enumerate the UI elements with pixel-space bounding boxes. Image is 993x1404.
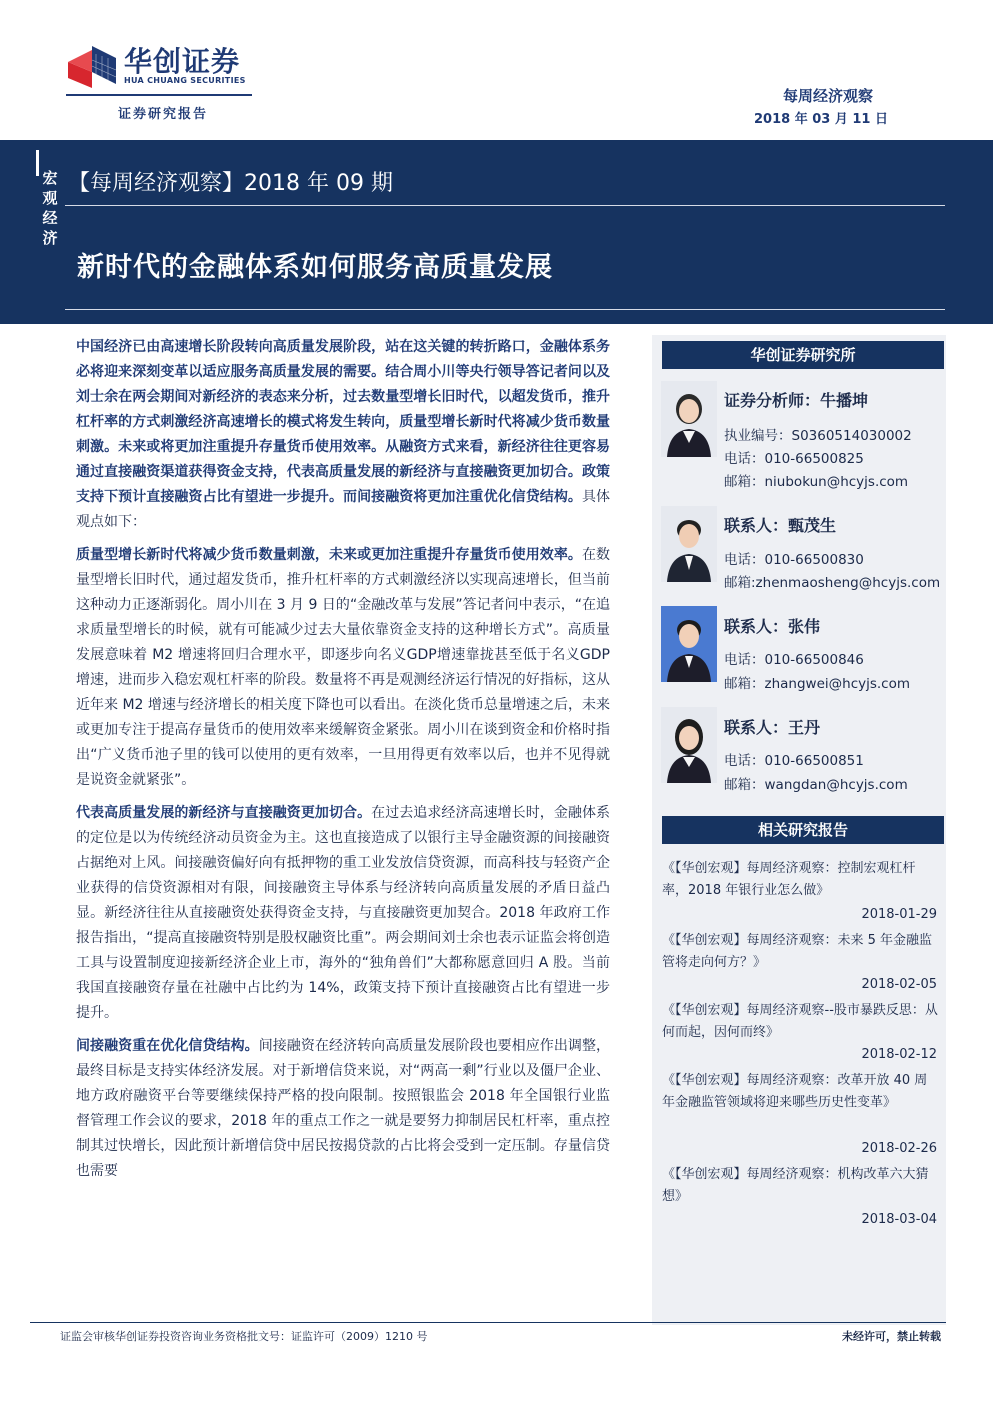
analyst-photo (661, 381, 717, 457)
issue-title: 【每周经济观察】2018 年 09 期 (68, 171, 393, 196)
summary-bold: 中国经济已由高速增长阶段转向高质量发展阶段，站在这关键的转折路口，金融体系务必将迎来深刻变革以适应服务高质量发展的需要。结合周小川等央行领导答记者问以及刘士余在两会期间对新经济的表态来分析，过去数量型增长旧时代，以超发货币，推升杠杆率的方式刺激经济高速增长的模式将发生转向，质量型增长新时代将减少货币数量刺激。未来或将更加注重提升存量货币使用效率。从融资方式来看，新经济往往更容易通过直接融资渠道获得资金支持，代表高质量发展的新经济与直接融资更加切合。政策支持下预计直接融资占比有望进一步提升。而间接融资将更加注重优化信贷结构。 (76, 339, 610, 505)
related-report-date: 2018-02-26 (861, 1141, 937, 1156)
logo-text: 华创证券 (124, 45, 241, 78)
report-date: 2018 年 03 月 11 日 (754, 112, 888, 127)
paragraph-heading: 质量型增长新时代将减少货币数量刺激，未来或更加注重提升存量货币使用效率。 (76, 547, 582, 563)
contact-photo (661, 506, 717, 582)
related-report-link[interactable]: 《【华创宏观】每周经济观察：控制宏观杠杆率，2018 年银行业怎么做》 (662, 861, 916, 898)
person-icon (661, 606, 717, 682)
summary-paragraph (76, 335, 610, 535)
related-report-link[interactable]: 《【华创宏观】每周经济观察：机构改革六大猜想》 (662, 1167, 929, 1204)
contact-email[interactable]: 邮箱：zhangwei@hcyjs.com (724, 676, 911, 692)
related-report-date: 2018-02-05 (861, 977, 937, 992)
logo-english: HUA CHUANG SECURITIES (124, 76, 246, 85)
analyst-name: 证券分析师：牛播坤 (724, 391, 869, 410)
body-paragraph (76, 543, 610, 793)
institute-header: 华创证券研究所 (662, 341, 944, 369)
paragraph-heading: 代表高质量发展的新经济与直接融资更加切合。 (76, 805, 372, 821)
paragraph-text: 在过去追求经济高速增长时，金融体系的定位是以为传统经济动员资金为主。这也直接造成了以银行主导金融资源的间接融资占据绝对上风。间接融资偏好向有抵押物的重工业发放信贷资源，而高科技与轻资产企业获得的信贷资源相对有限，间接融资主导体系与经济转向高质量发展的矛盾日益凸显。新经济往往从直接融资处获得资金支持，与直接融资更加契合。2018 年政府工作报告指出，“提高直接融资特别是股权融资比重”。两会期间刘士余也表示证监会将创造工具与设置制度迎接新经济企业上市，海外的“独角兽们”大都称愿意回归 A 股。当前我国直接融资存量在社融中占比约为 14%，政策支持下预计直接融资占比有望进一步提升。 (76, 805, 611, 1021)
contact-email[interactable]: 邮箱:zhenmaosheng@hcyjs.com (724, 575, 941, 591)
contact-phone: 电话：010-66500851 (724, 753, 864, 769)
summary-tail: 具体观点如下： (76, 489, 611, 530)
category-label: 宏观经济 (42, 169, 58, 247)
paragraph-text: 间接融资在经济转向高质量发展阶段也要相应作出调整，最终目标是支持实体经济发展。对于新增信贷来说，对“两高一剩”行业以及僵尸企业、地方政府融资平台等要继续保持严格的投向限制。按照银监会 2018 年全国银行业监督管理工作会议的要求，2018 年的重点工作之一就是要努力抑制居民杠杆率，重点控制其过快增长，因此预计新增信贷中居民按揭贷款的占比将会受到一定压制。存量信贷也需要 (76, 1038, 610, 1179)
related-report-link[interactable]: 《【华创宏观】每周经济观察：改革开放 40 周年金融监管领域将迎来哪些历史性变革》 (662, 1073, 928, 1110)
related-report-date: 2018-02-12 (861, 1047, 937, 1062)
contact-photo (661, 606, 717, 682)
contact-phone: 电话：010-66500830 (724, 552, 864, 568)
banner-divider (65, 205, 945, 206)
contact-name: 联系人：张伟 (724, 617, 821, 636)
paragraph-heading: 间接融资重在优化信贷结构。 (76, 1038, 259, 1054)
footer-license: 证监会审核华创证券投资咨询业务资格批文号：证监许可（2009）1210 号 (60, 1330, 428, 1343)
related-report-date: 2018-03-04 (861, 1212, 937, 1227)
page-title: 新时代的金融体系如何服务高质量发展 (77, 252, 553, 283)
logo-divider (66, 94, 252, 96)
contact-name: 联系人：王丹 (724, 718, 821, 737)
related-report-link[interactable]: 《【华创宏观】每周经济观察--股市暴跌反思：从何而起，因何而终》 (662, 1003, 938, 1040)
person-icon (661, 381, 717, 457)
series-name: 每周经济观察 (782, 87, 873, 105)
analyst-phone: 电话：010-66500825 (724, 451, 864, 467)
person-icon (661, 707, 717, 783)
related-report-date: 2018-01-29 (861, 907, 937, 922)
contact-photo (661, 707, 717, 783)
footer-notice: 未经许可，禁止转载 (842, 1330, 941, 1343)
body-paragraph (76, 801, 610, 1026)
report-type: 证券研究报告 (118, 107, 209, 122)
paragraph-text: 在数量型增长旧时代，通过超发货币，推升杠杆率的方式刺激经济以实现高速增长，但当前这种动力正逐渐弱化。周小川在 3 月 9 日的“金融改革与发展”答记者问中表示，“在追求质量型增长的时候，就有可能减少过去大量依靠资金支持的这种增长方式”。高质量发展意味着 M2 增速将回归合理水平，即逐步向名义GDP增速靠拢甚至低于名义GDP增速，进而步入稳宏观杠杆率的阶段。数量将不再是观测经济运行情况的好指标，这从近年来 M2 增速与经济增长的相关度下降也可以看出。在淡化货币总量增速之后，未来或更加专注于提高存量货币的使用效率来缓解资金紧张。周小川在谈到资金和价格时指出“广义货币池子里的钱可以使用的更有效率，一旦用得更有效率以后，也并不见得就是说资金就紧张”。 (76, 547, 611, 788)
report-body (76, 335, 610, 1192)
banner-divider (65, 309, 945, 310)
body-paragraph (76, 1034, 610, 1184)
contact-email[interactable]: 邮箱：wangdan@hcyjs.com (724, 777, 908, 793)
related-report-link[interactable]: 《【华创宏观】每周经济观察：未来 5 年金融监管将走向何方？》 (662, 933, 933, 970)
contact-phone: 电话：010-66500846 (724, 652, 864, 668)
analyst-email[interactable]: 邮箱：niubokun@hcyjs.com (724, 474, 909, 490)
related-reports-header: 相关研究报告 (662, 816, 944, 844)
category-marker (36, 150, 39, 176)
person-icon (661, 506, 717, 582)
logo-mark-icon (66, 44, 118, 90)
contact-name: 联系人：甄茂生 (724, 516, 837, 535)
analyst-license: 执业编号：S0360514030002 (724, 428, 912, 444)
footer-divider (30, 1322, 946, 1323)
